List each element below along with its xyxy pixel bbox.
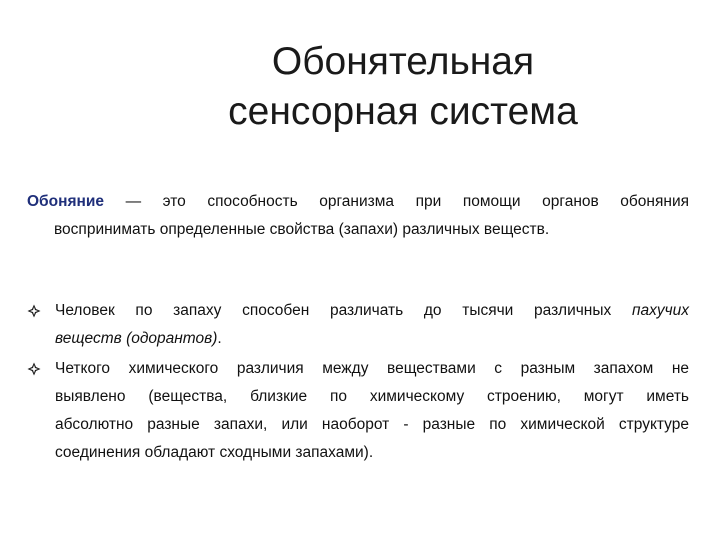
definition-line-1 bbox=[27, 188, 689, 216]
bullet-1-line-2-tail: . bbox=[217, 330, 222, 347]
slide-title-line-1: Обонятельная bbox=[271, 40, 535, 83]
diamond-bullet-icon bbox=[27, 304, 41, 318]
definition-line-2: воспринимать определенные свойства (запахи) различных веществ. bbox=[54, 221, 550, 238]
bullet-item bbox=[27, 297, 689, 353]
bullet-1-line-2-italic: веществ (одорантов) bbox=[55, 330, 218, 347]
definition-paragraph bbox=[27, 188, 689, 244]
bullet-1-line-1 bbox=[55, 297, 689, 325]
bullet-2-line-1: Четкого химического различия между веществами с разным запахом не bbox=[55, 360, 689, 377]
bullet-item bbox=[27, 355, 689, 467]
bullet-2-line-2: выявлено (вещества, близкие по химическому строению, могут иметь bbox=[55, 388, 689, 405]
definition-term: Обоняние bbox=[27, 193, 105, 210]
bullet-1-line-2 bbox=[55, 325, 689, 353]
diamond-bullet-icon bbox=[27, 362, 41, 376]
slide-title-line-2: сенсорная система bbox=[228, 90, 578, 133]
bullet-2-line-4: соединения обладают сходными запахами). bbox=[55, 444, 374, 461]
bullet-list bbox=[27, 297, 689, 469]
bullet-1-line-1-italic: пахучих bbox=[631, 302, 689, 319]
bullet-2-line-3: абсолютно разные запахи, или наоборот - разные по химической структуре bbox=[55, 416, 689, 433]
definition-line-1-rest: — это способность организма при помощи органов обоняния bbox=[104, 193, 689, 210]
bullet-1-line-1-text: Человек по запаху способен различать до тысячи различных bbox=[55, 302, 632, 319]
slide-title bbox=[0, 37, 720, 137]
